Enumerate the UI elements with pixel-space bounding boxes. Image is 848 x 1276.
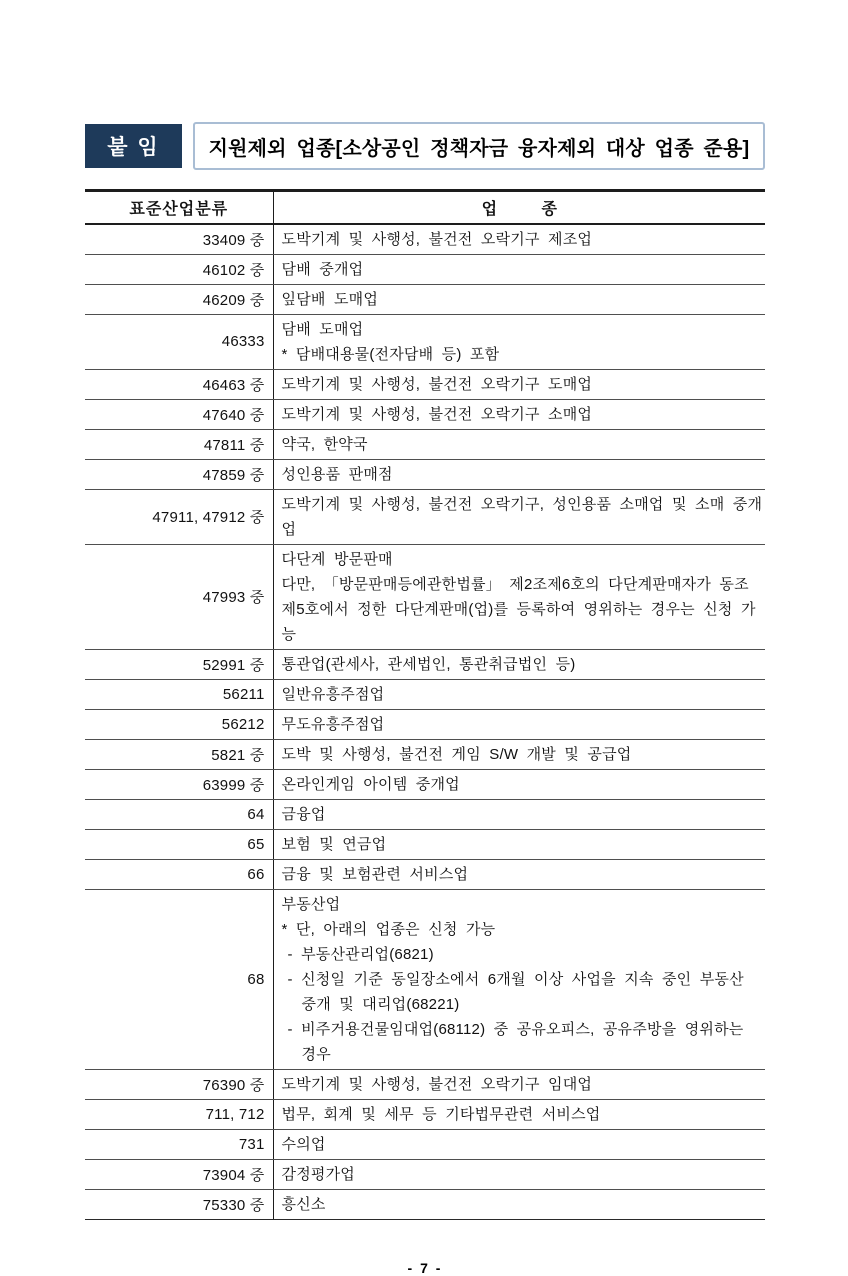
industry-description-cell bbox=[273, 314, 765, 369]
description-line: 감정평가업 bbox=[281, 1165, 355, 1183]
description-line: 약국, 한약국 bbox=[281, 435, 368, 453]
industry-description-cell bbox=[273, 1159, 765, 1189]
description-line: 도박기계 및 사행성, 불건전 오락기구 소매업 bbox=[281, 405, 593, 423]
industry-description-cell bbox=[273, 429, 765, 459]
table-row bbox=[85, 284, 765, 314]
description-line: 금융 및 보험관련 서비스업 bbox=[281, 865, 469, 883]
industry-description-cell bbox=[273, 1069, 765, 1099]
table-row bbox=[85, 224, 765, 255]
industry-description-cell bbox=[273, 544, 765, 649]
industry-table-body bbox=[85, 224, 765, 1220]
description-line: 제5호에서 정한 다단계판매(업)를 등록하여 영위하는 경우는 신청 가능 bbox=[281, 600, 756, 643]
description-line: 도박기계 및 사행성, 불건전 오락기구 임대업 bbox=[281, 1075, 593, 1093]
table-row bbox=[85, 429, 765, 459]
industry-code-cell: 711, 712 bbox=[85, 1099, 273, 1129]
table-row bbox=[85, 314, 765, 369]
description-line: - 신청일 기준 동일장소에서 6개월 이상 사업을 지속 중인 부동산 bbox=[287, 970, 744, 988]
table-header-row bbox=[85, 191, 765, 224]
table-row bbox=[85, 889, 765, 1069]
industry-description-cell bbox=[273, 224, 765, 255]
table-row bbox=[85, 709, 765, 739]
table-row bbox=[85, 859, 765, 889]
industry-description-cell bbox=[273, 709, 765, 739]
page-number: - 7 - bbox=[407, 1259, 443, 1276]
industry-description-cell bbox=[273, 649, 765, 679]
table-row bbox=[85, 1099, 765, 1129]
table-row bbox=[85, 739, 765, 769]
table-row bbox=[85, 369, 765, 399]
table-row bbox=[85, 544, 765, 649]
industry-code-cell: 46463 중 bbox=[85, 369, 273, 399]
description-line: * 담배대용물(전자담배 등) 포함 bbox=[281, 345, 500, 363]
industry-description-cell bbox=[273, 799, 765, 829]
industry-description-cell bbox=[273, 859, 765, 889]
description-line: - 부동산관리업(6821) bbox=[287, 945, 434, 963]
industry-description-cell bbox=[273, 369, 765, 399]
industry-code-cell: 52991 중 bbox=[85, 649, 273, 679]
description-line: 성인용품 판매점 bbox=[281, 465, 393, 483]
description-line: 중개 및 대리업(68221) bbox=[301, 995, 460, 1013]
page-title: 지원제외 업종[소상공인 정책자금 융자제외 대상 업종 준용] bbox=[193, 122, 765, 170]
column-header-industry-type: 업 종 bbox=[273, 191, 765, 224]
description-line: 무도유흥주점업 bbox=[281, 715, 385, 733]
column-header-industry-code: 표준산업분류 bbox=[85, 191, 273, 224]
industry-code-cell: 47640 중 bbox=[85, 399, 273, 429]
description-line: 잎담배 도매업 bbox=[281, 290, 379, 308]
description-line: 다만, 「방문판매등에관한법률」 제2조제6호의 다단계판매자가 동조 bbox=[281, 575, 749, 593]
industry-code-cell: 46333 bbox=[85, 314, 273, 369]
industry-code-cell: 75330 중 bbox=[85, 1189, 273, 1219]
industry-description-cell bbox=[273, 829, 765, 859]
table-row bbox=[85, 649, 765, 679]
table-row bbox=[85, 829, 765, 859]
attachment-badge: 붙 임 bbox=[85, 124, 182, 168]
description-line: - 비주거용건물임대업(68112) 중 공유오피스, 공유주방을 영위하는 bbox=[287, 1020, 744, 1038]
industry-description-cell bbox=[273, 889, 765, 1069]
industry-code-cell: 47993 중 bbox=[85, 544, 273, 649]
description-line: 흥신소 bbox=[281, 1195, 326, 1213]
table-row bbox=[85, 1069, 765, 1099]
industry-code-cell: 47859 중 bbox=[85, 459, 273, 489]
industry-description-cell bbox=[273, 284, 765, 314]
table-row bbox=[85, 799, 765, 829]
industry-code-cell: 33409 중 bbox=[85, 224, 273, 255]
industry-code-cell: 63999 중 bbox=[85, 769, 273, 799]
industry-code-cell: 76390 중 bbox=[85, 1069, 273, 1099]
industry-description-cell bbox=[273, 769, 765, 799]
industry-code-cell: 5821 중 bbox=[85, 739, 273, 769]
table-row bbox=[85, 1129, 765, 1159]
table-row bbox=[85, 1159, 765, 1189]
industry-code-cell: 46209 중 bbox=[85, 284, 273, 314]
industry-description-cell bbox=[273, 254, 765, 284]
table-row bbox=[85, 679, 765, 709]
table-header bbox=[85, 191, 765, 224]
industry-description-cell bbox=[273, 399, 765, 429]
description-line: 도박 및 사행성, 불건전 게임 S/W 개발 및 공급업 bbox=[281, 745, 632, 763]
description-line: * 단, 아래의 업종은 신청 가능 bbox=[281, 920, 496, 938]
table-row bbox=[85, 769, 765, 799]
industry-code-cell: 46102 중 bbox=[85, 254, 273, 284]
description-line: 담배 도매업 bbox=[281, 320, 364, 338]
excluded-industries-table bbox=[85, 189, 765, 1220]
description-line: 부동산업 bbox=[281, 895, 341, 913]
description-line: 일반유흥주점업 bbox=[281, 685, 385, 703]
industry-code-cell: 65 bbox=[85, 829, 273, 859]
description-line: 경우 bbox=[301, 1045, 331, 1063]
industry-code-cell: 73904 중 bbox=[85, 1159, 273, 1189]
industry-code-cell: 66 bbox=[85, 859, 273, 889]
industry-code-cell: 56211 bbox=[85, 679, 273, 709]
description-line: 도박기계 및 사행성, 불건전 오락기구 도매업 bbox=[281, 375, 593, 393]
industry-description-cell bbox=[273, 1189, 765, 1219]
description-line: 다단계 방문판매 bbox=[281, 550, 393, 568]
industry-description-cell bbox=[273, 679, 765, 709]
description-line: 담배 중개업 bbox=[281, 260, 364, 278]
description-line: 도박기계 및 사행성, 불건전 오락기구, 성인용품 소매업 및 소매 중개업 bbox=[281, 495, 763, 538]
description-line: 통관업(관세사, 관세법인, 통관취급법인 등) bbox=[281, 655, 576, 673]
industry-description-cell bbox=[273, 1099, 765, 1129]
industry-code-cell: 68 bbox=[85, 889, 273, 1069]
description-line: 금융업 bbox=[281, 805, 326, 823]
table-row bbox=[85, 399, 765, 429]
description-line: 수의업 bbox=[281, 1135, 326, 1153]
industry-code-cell: 56212 bbox=[85, 709, 273, 739]
table-row bbox=[85, 254, 765, 284]
table-row bbox=[85, 459, 765, 489]
industry-description-cell bbox=[273, 1129, 765, 1159]
industry-description-cell bbox=[273, 459, 765, 489]
industry-code-cell: 47911, 47912 중 bbox=[85, 489, 273, 544]
description-line: 법무, 회계 및 세무 등 기타법무관련 서비스업 bbox=[281, 1105, 601, 1123]
description-line: 도박기계 및 사행성, 불건전 오락기구 제조업 bbox=[281, 230, 593, 248]
table-row bbox=[85, 489, 765, 544]
description-line: 온라인게임 아이템 중개업 bbox=[281, 775, 460, 793]
industry-description-cell bbox=[273, 489, 765, 544]
industry-code-cell: 64 bbox=[85, 799, 273, 829]
document-header bbox=[85, 122, 765, 170]
description-line: 보험 및 연금업 bbox=[281, 835, 387, 853]
table-row bbox=[85, 1189, 765, 1219]
industry-code-cell: 47811 중 bbox=[85, 429, 273, 459]
industry-code-cell: 731 bbox=[85, 1129, 273, 1159]
industry-description-cell bbox=[273, 739, 765, 769]
